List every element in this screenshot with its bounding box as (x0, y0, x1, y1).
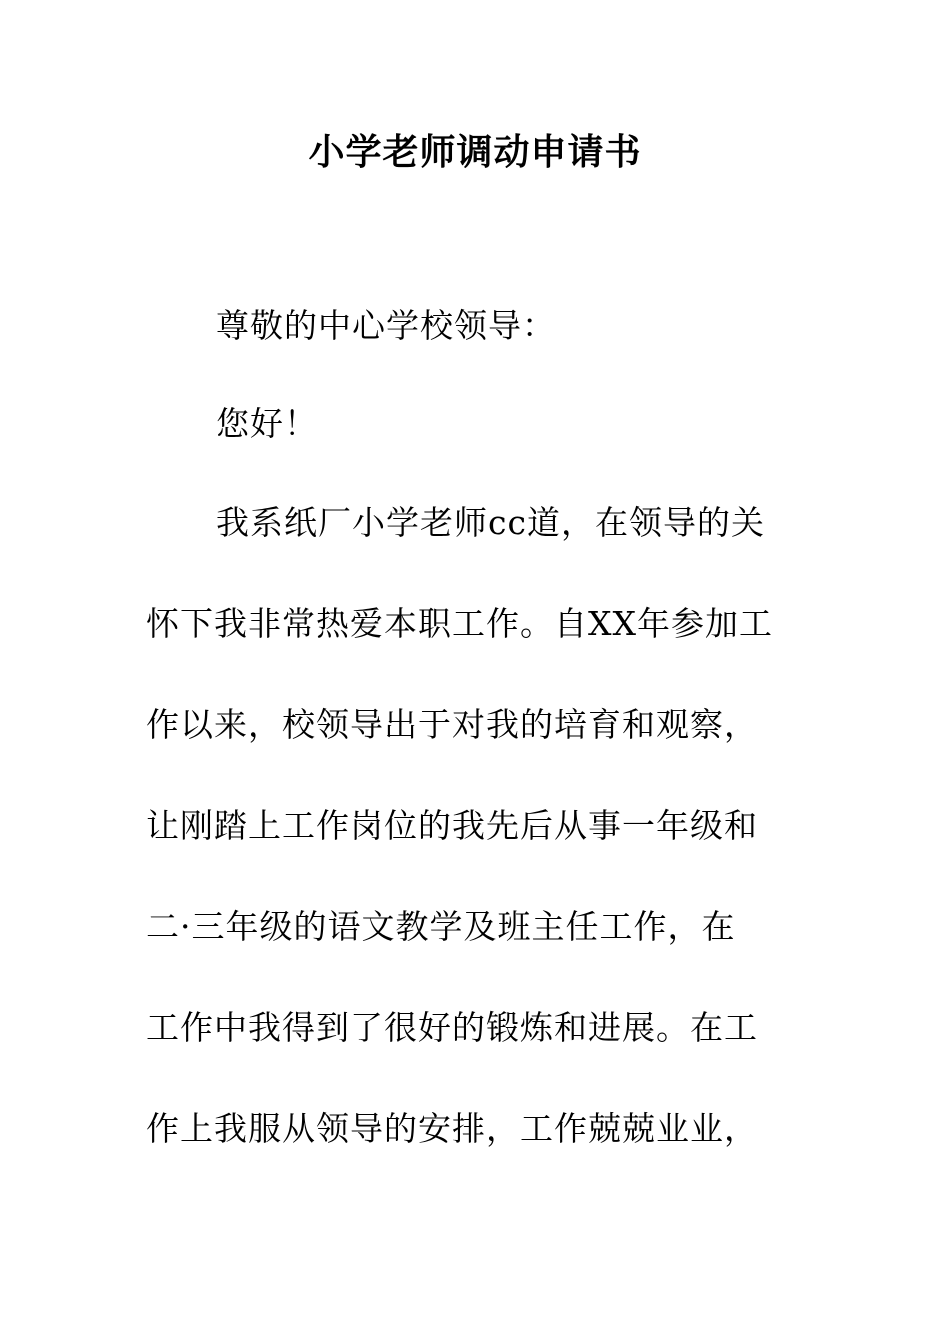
salutation-text: 尊敬的中心学校领导： (216, 306, 556, 345)
greeting-text: 您好！ (216, 404, 318, 443)
salutation (146, 275, 806, 376)
paragraph-line-4: 让刚踏上工作岗位的我先后从事一年级和 (146, 806, 758, 845)
paragraph-line-7: 作上我服从领导的安排，工作兢兢业业， (146, 1109, 758, 1148)
paragraph-line-3: 作以来，校领导出于对我的培育和观察， (146, 705, 758, 744)
paragraph-line-6: 工作中我得到了很好的锻炼和进展。在工 (146, 1008, 758, 1047)
paragraph-line-1: 我系纸厂小学老师cc道，在领导的关 (216, 503, 765, 542)
greeting (146, 373, 806, 474)
paragraph-line-5: 二·三年级的语文教学及班主任工作，在 (146, 907, 736, 946)
document-title: 小学老师调动申请书 (308, 132, 642, 173)
paragraph-line-2: 怀下我非常热爱本职工作。自XX年参加工 (146, 604, 773, 643)
body-paragraph (146, 472, 806, 1179)
